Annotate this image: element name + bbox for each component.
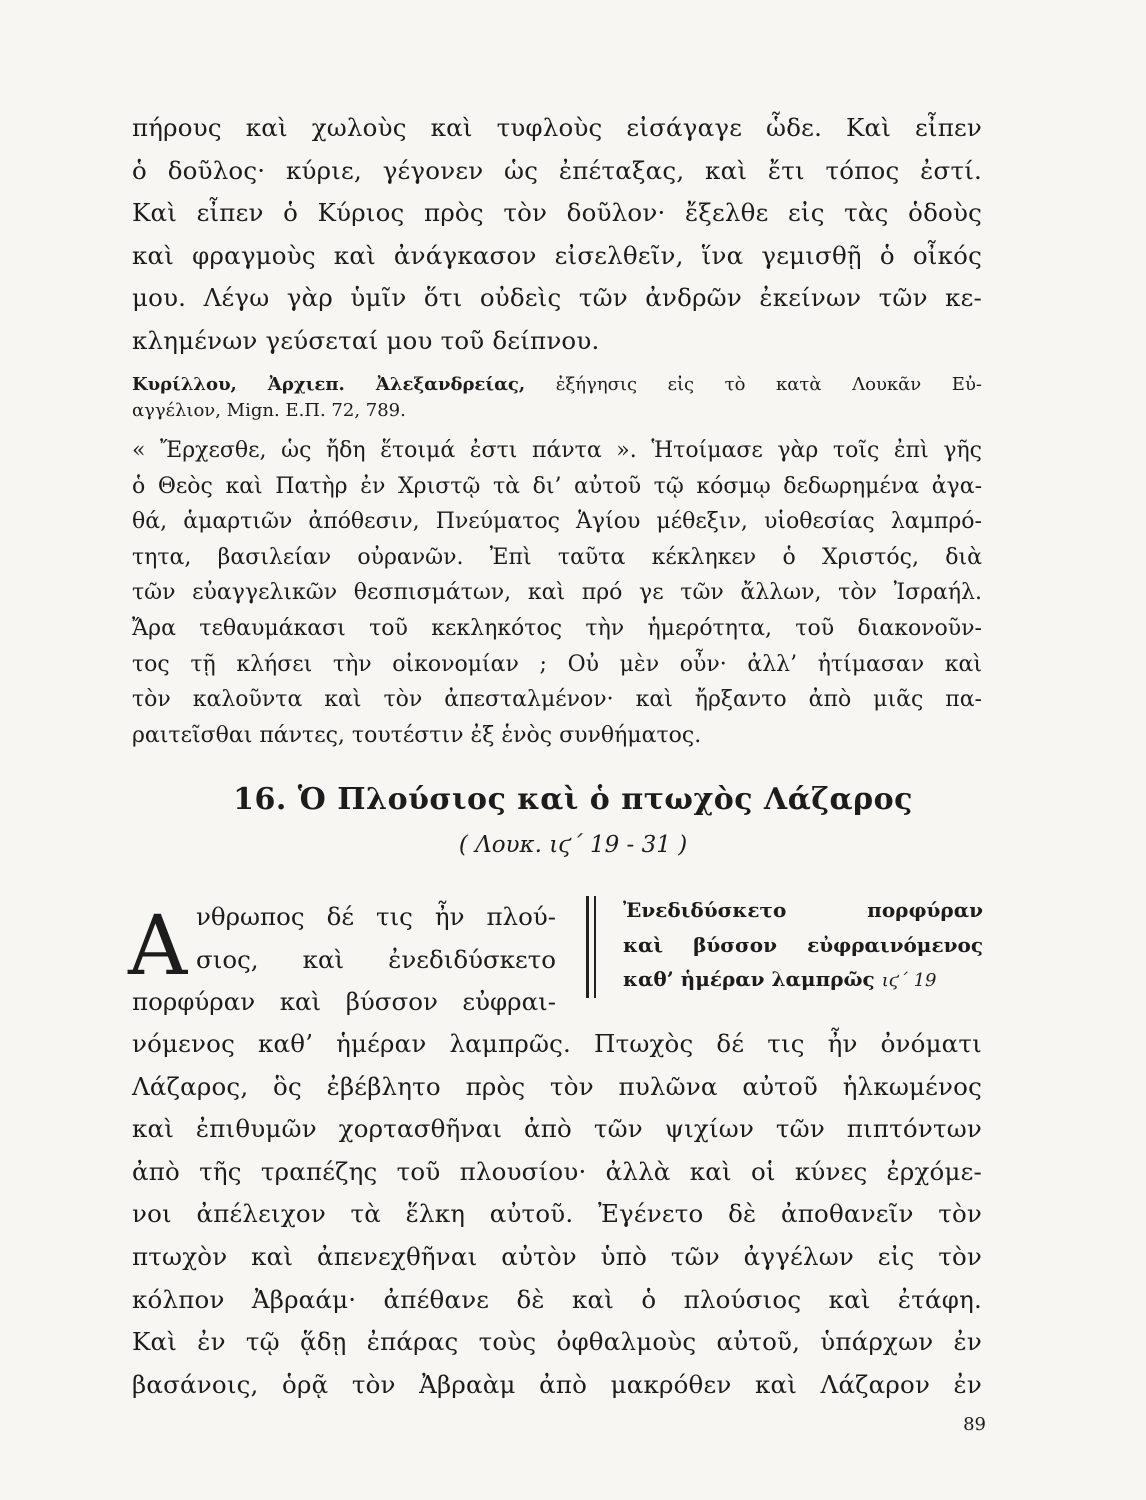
text-line: μου. Λέγω γὰρ ὑμῖν ὅτι οὐδεὶς τῶν ἀνδρῶν ἐκείνων τῶν κε-: [132, 283, 982, 313]
commentary-paragraph: [132, 433, 982, 753]
text-line: τος τῇ κλήσει τὴν οἰκονομίαν ; Οὐ μὲν οὖν· ἀλλ’ ἠτίμασαν καὶ: [132, 651, 982, 677]
section-title: 16. Ὁ Πλούσιος καὶ ὁ πτωχὸς Λάζαρος: [233, 782, 913, 817]
opening-column-top: [196, 896, 556, 981]
scripture-paragraph-2: [132, 1023, 982, 1406]
citation-author: Κυρίλλου, Ἀρχιεπ. Ἀλεξανδρείας,: [132, 374, 526, 395]
margin-divider-thin: [594, 896, 596, 998]
note-reference: ιϛ´ 19: [881, 970, 937, 991]
text-line: καὶ ἐπιθυμῶν χορτασθῆναι ἀπὸ τῶν ψιχίων τῶν πιπτόντων: [132, 1114, 982, 1144]
text-line: νοι ἀπέλειχον τὰ ἕλκη αὐτοῦ. Ἐγένετο δὲ ἀποθανεῖν τὸν: [132, 1199, 982, 1229]
citation-line: αγγέλιον, Mign. Ε.Π. 72, 789.: [132, 400, 406, 421]
text-line: τὸν καλοῦντα καὶ τὸν ἀπεσταλμένον· καὶ ἤρξαντο ἀπὸ μιᾶς πα-: [132, 687, 982, 713]
text-line: κλημένων γεύσεταί μου τοῦ δείπνου.: [132, 325, 600, 355]
citation-work: ἐξήγησις εἰς τὸ κατὰ Λουκᾶν Εὐ-: [555, 374, 982, 395]
text-line: θά, ἁμαρτιῶν ἀπόθεσιν, Πνεύματος Ἁγίου μέθεξιν, υἱοθεσίας λαμπρό-: [132, 509, 982, 535]
text-line: κόλπον Ἀβραάμ· ἀπέθανε δὲ καὶ ὁ πλούσιος καὶ ἐτάφη.: [132, 1284, 982, 1314]
text-line: πορφύραν καὶ βύσσον εὐφραι-: [132, 987, 556, 1016]
page-number: 89: [963, 1414, 986, 1435]
text-line: « Ἔρχεσθε, ὡς ἤδη ἕτοιμά ἐστι πάντα ». Ἡτοίμασε γὰρ τοῖς ἐπὶ γῆς: [132, 438, 982, 463]
margin-divider-thick: [586, 896, 589, 998]
text-line: καὶ φραγμοὺς καὶ ἀνάγκασον εἰσελθεῖν, ἵνα γεμισθῇ ὁ οἶκός: [132, 240, 982, 270]
note-text: καθ’ ἡμέραν λαμπρῶς: [623, 967, 875, 991]
text-line: τητα, βασιλείαν οὐρανῶν. Ἐπὶ ταῦτα κέκληκεν ὁ Χριστός, διὰ: [132, 544, 982, 570]
note-line: καὶ βύσσον εὐφραινόμενος: [623, 932, 983, 957]
section-reference: ( Λουκ. ιϛ´ 19 - 31 ): [458, 832, 688, 858]
note-line: Ἐνεδιδύσκετο πορφύραν: [623, 898, 983, 922]
text-line: τῶν εὐαγγελικῶν θεσπισμάτων, καὶ πρό γε τῶν ἄλλων, τὸν Ἰσραήλ.: [132, 580, 982, 606]
text-line: ὁ δοῦλος· κύριε, γέγονεν ὡς ἐπέταξας, καὶ ἔτι τόπος ἐστί.: [132, 155, 982, 185]
text-line: Λάζαρος, ὃς ἐβέβλητο πρὸς τὸν πυλῶνα αὐτοῦ ἡλκωμένος: [132, 1071, 982, 1101]
text-line: ἀπὸ τῆς τραπέζης τοῦ πλουσίου· ἀλλὰ καὶ οἱ κύνες ἐρχόμε-: [132, 1156, 982, 1186]
commentary-citation: [132, 372, 982, 424]
text-line: Καὶ ἐν τῷ ᾅδῃ ἐπάρας τοὺς ὀφθαλμοὺς αὐτοῦ, ὑπάρχων ἐν: [132, 1327, 982, 1357]
text-line: νόμενος καθ’ ἡμέραν λαμπρῶς. Πτωχὸς δέ τις ἦν ὀνόματι: [132, 1029, 982, 1058]
margin-note: [623, 893, 983, 999]
text-line: νθρωπος δέ τις ἦν πλού-: [196, 902, 556, 931]
text-line: ὁ Θεὸς καὶ Πατὴρ ἐν Χριστῷ τὰ δι’ αὐτοῦ τῷ κόσμῳ δεδωρημένα ἀγα-: [132, 473, 982, 499]
text-line: βασάνοις, ὁρᾷ τὸν Ἀβραὰμ ἀπὸ μακρόθεν καὶ Λάζαρον ἐν: [132, 1369, 982, 1399]
text-line: πήρους καὶ χωλοὺς καὶ τυφλοὺς εἰσάγαγε ὧδε. Καὶ εἶπεν: [132, 113, 982, 142]
citation-line: [132, 372, 982, 398]
note-line: [623, 962, 983, 999]
text-line: σιος, καὶ ἐνεδιδύσκετο: [196, 944, 556, 974]
text-line: ραιτεῖσθαι πάντες, τουτέστιν ἐξ ἑνὸς συνθήματος.: [132, 722, 702, 748]
scripture-paragraph-1: [132, 107, 982, 363]
text-line: Ἄρα τεθαυμάκασι τοῦ κεκληκότος τὴν ἡμερότητα, τοῦ διακονοῦν-: [132, 615, 982, 641]
text-line: πτωχὸν καὶ ἀπενεχθῆναι αὐτὸν ὑπὸ τῶν ἀγγέλων εἰς τὸν: [132, 1241, 982, 1271]
opening-column-bottom: [132, 981, 556, 1024]
text-line: Καὶ εἶπεν ὁ Κύριος πρὸς τὸν δοῦλον· ἔξελθε εἰς τὰς ὁδοὺς: [132, 198, 982, 228]
drop-cap: Α: [128, 899, 188, 994]
